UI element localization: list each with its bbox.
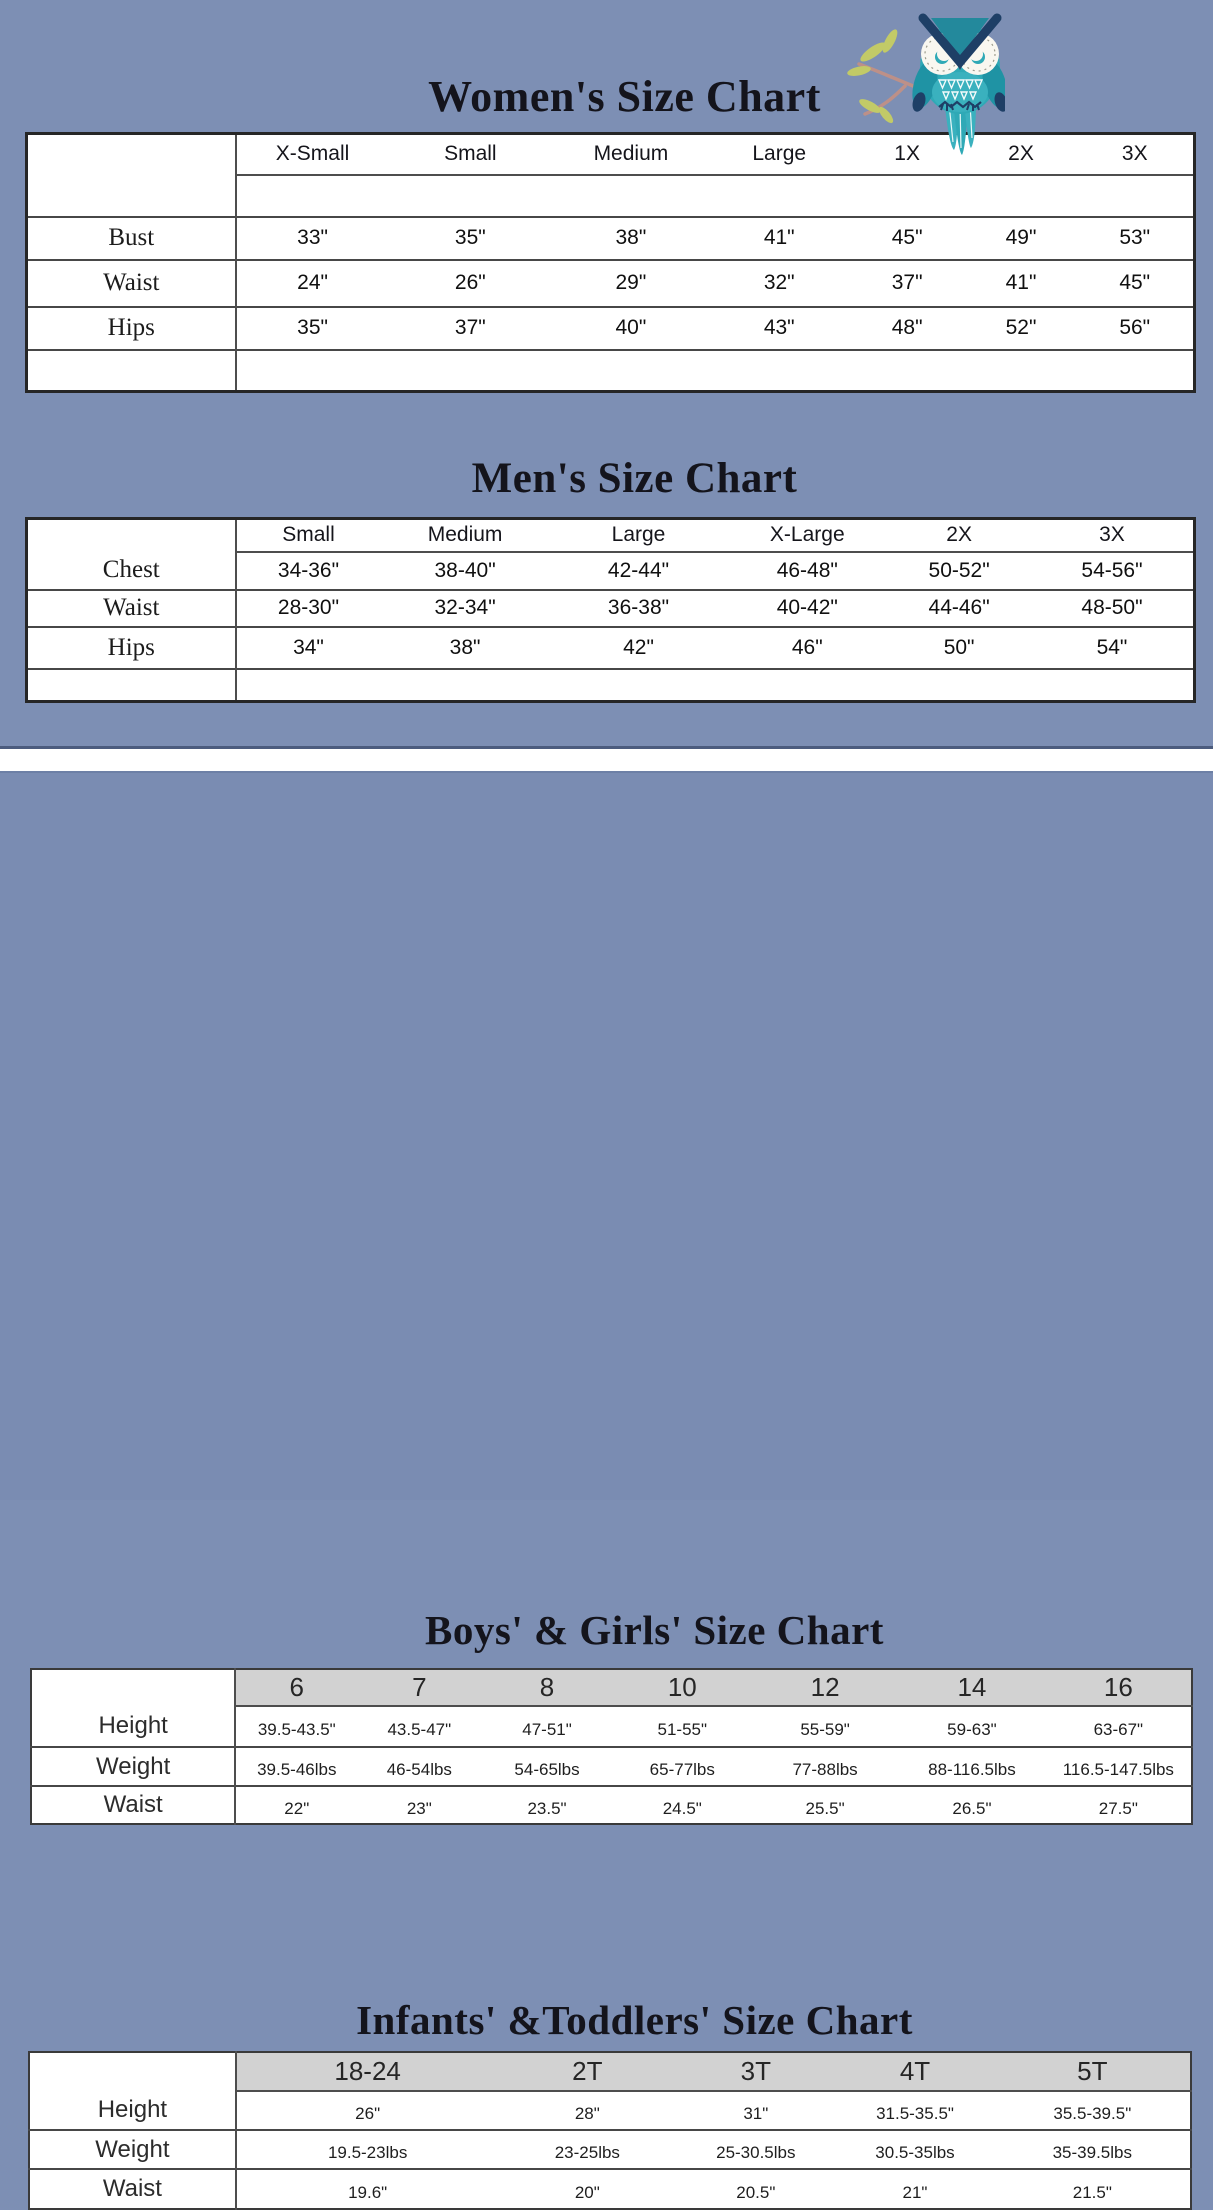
mens-row-label: Chest <box>27 552 236 590</box>
womens-cell: 35" <box>236 307 389 350</box>
mens-empty-label <box>27 669 236 702</box>
kids-cell: 39.5-43.5" <box>257 1720 336 1739</box>
infants-corner-cell <box>29 2052 236 2091</box>
infants-row-label: Height <box>29 2091 236 2130</box>
mens-col-header: X-Large <box>727 519 887 552</box>
infants-cell: 19.6" <box>236 2169 499 2209</box>
mens-cell: 32-34" <box>380 590 549 627</box>
mens-cell: 46-48" <box>776 558 838 582</box>
mens-cell: 36-38" <box>550 590 728 627</box>
womens-cell: 56" <box>1076 307 1194 350</box>
owl-chest <box>932 72 988 112</box>
mens-cell: 28-30" <box>236 590 381 627</box>
kids-cell: 59-63" <box>947 1720 997 1739</box>
infants-cell: 25-30.5lbs <box>676 2130 835 2169</box>
womens-col-header: 3X <box>1076 134 1194 175</box>
infants-table-row <box>29 2091 1191 2130</box>
mens-row-label: Hips <box>27 627 236 669</box>
infants-cell: 19.5-23lbs <box>236 2130 499 2169</box>
mens-col-header: Large <box>550 519 728 552</box>
kids-cell: 55-59" <box>800 1720 850 1739</box>
mens-cell: 40-42" <box>727 590 887 627</box>
kids-table-row <box>31 1706 1192 1747</box>
infants-table-row <box>29 2130 1191 2169</box>
kids-cell: 46-54lbs <box>357 1747 481 1786</box>
womens-cell: 53" <box>1076 217 1194 260</box>
mens-table-row <box>27 552 1195 590</box>
womens-row-label: Bust <box>27 217 236 260</box>
womens-col-header: 2X <box>966 134 1077 175</box>
adult-size-charts-section <box>0 0 1213 746</box>
womens-cell: 49" <box>966 217 1077 260</box>
womens-cell: 24" <box>236 260 389 307</box>
infants-cell: 23-25lbs <box>498 2130 676 2169</box>
infants-col-header: 5T <box>995 2052 1191 2091</box>
infants-cell: 30.5-35lbs <box>835 2130 994 2169</box>
infants-table-row <box>29 2169 1191 2209</box>
mens-cell: 46" <box>727 627 887 669</box>
womens-size-table <box>25 132 1196 393</box>
mens-col-header: 3X <box>1031 519 1195 552</box>
mens-cell: 34" <box>236 627 381 669</box>
kids-cell: 54-65lbs <box>481 1747 612 1786</box>
kids-col-header: 16 <box>1046 1669 1192 1706</box>
mens-cell: 38-40" <box>434 558 496 582</box>
womens-cell: 41" <box>966 260 1077 307</box>
kids-cell: 65-77lbs <box>613 1747 752 1786</box>
kids-col-header: 12 <box>752 1669 898 1706</box>
womens-cell: 33" <box>236 217 389 260</box>
womens-cell: 37" <box>849 260 966 307</box>
womens-cell: 52" <box>966 307 1077 350</box>
womens-cell: 43" <box>710 307 849 350</box>
mens-empty-cell <box>236 669 1195 702</box>
infants-cell: 20" <box>498 2169 676 2209</box>
mens-cell: 54" <box>1031 627 1195 669</box>
mens-col-header: Medium <box>380 519 549 552</box>
infants-row-label: Weight <box>29 2130 236 2169</box>
kids-cell: 27.5" <box>1046 1786 1192 1824</box>
kids-cell: 88-116.5lbs <box>898 1747 1045 1786</box>
kids-row-label: Waist <box>31 1786 235 1824</box>
mens-cell: 44-46" <box>887 590 1031 627</box>
womens-cell: 45" <box>849 217 966 260</box>
kids-cell: 24.5" <box>613 1786 752 1824</box>
infants-cell: 31" <box>743 2104 769 2123</box>
kids-size-table <box>30 1668 1193 1825</box>
infants-size-table <box>28 2051 1192 2210</box>
womens-table-row <box>27 260 1195 307</box>
infants-chart-title: Infants' &Toddlers' Size Chart <box>356 1997 913 2043</box>
womens-cell: 29" <box>552 260 710 307</box>
womens-chart-title: Women's Size Chart <box>428 72 821 121</box>
womens-corner-cell <box>27 134 236 175</box>
mens-size-table <box>25 517 1196 703</box>
infants-cell: 21.5" <box>995 2169 1191 2209</box>
kids-cell: 116.5-147.5lbs <box>1046 1747 1192 1786</box>
infants-cell: 35.5-39.5" <box>1053 2104 1132 2123</box>
womens-col-header: Medium <box>552 134 710 175</box>
kids-col-header: 8 <box>481 1669 612 1706</box>
womens-col-header: Small <box>389 134 553 175</box>
kids-cell: 23.5" <box>481 1786 612 1824</box>
infants-col-header: 3T <box>676 2052 835 2091</box>
womens-cell: 48" <box>849 307 966 350</box>
mens-cell: 38" <box>380 627 549 669</box>
infants-col-header: 2T <box>498 2052 676 2091</box>
mens-cell: 48-50" <box>1031 590 1195 627</box>
infants-col-header: 4T <box>835 2052 994 2091</box>
womens-spacer-cell <box>236 175 1195 217</box>
kids-cell: 25.5" <box>752 1786 898 1824</box>
mens-chart-title: Men's Size Chart <box>471 455 798 502</box>
kids-table-row <box>31 1747 1192 1786</box>
kids-table-row <box>31 1786 1192 1824</box>
kids-corner-cell <box>31 1669 235 1706</box>
kids-cell: 63-67" <box>1093 1720 1144 1739</box>
mens-cell: 50" <box>887 627 1031 669</box>
kids-col-header: 7 <box>357 1669 481 1706</box>
kids-cell: 47-51" <box>522 1720 572 1739</box>
mens-col-header: 2X <box>887 519 1031 552</box>
mens-cell: 42" <box>550 627 728 669</box>
infants-col-header: 18-24 <box>236 2052 499 2091</box>
mens-row-label: Waist <box>27 590 236 627</box>
kids-col-header: 6 <box>235 1669 357 1706</box>
womens-cell: 26" <box>389 260 553 307</box>
womens-empty-label <box>27 350 236 392</box>
kids-cell: 77-88lbs <box>752 1747 898 1786</box>
kids-row-label: Height <box>31 1706 235 1747</box>
infants-cell: 28" <box>574 2104 600 2123</box>
mens-cell: 50-52" <box>928 558 990 582</box>
kids-col-header: 14 <box>898 1669 1045 1706</box>
kids-cell: 39.5-46lbs <box>235 1747 357 1786</box>
womens-cell: 37" <box>389 307 553 350</box>
kids-cell: 51-55" <box>657 1720 708 1739</box>
kids-cell: 43.5-47" <box>387 1720 452 1739</box>
infants-row-label: Waist <box>29 2169 236 2209</box>
mens-cell: 54-56" <box>1081 558 1143 582</box>
womens-table-row <box>27 217 1195 260</box>
kids-size-charts-section <box>0 773 1213 2202</box>
owl-on-branch-icon <box>843 8 1005 156</box>
infants-cell: 31.5-35.5" <box>876 2104 954 2123</box>
mens-cell: 34-36" <box>277 558 340 582</box>
kids-cell: 26.5" <box>898 1786 1045 1824</box>
womens-row-label: Hips <box>27 307 236 350</box>
womens-cell: 32" <box>710 260 849 307</box>
womens-table-row <box>27 307 1195 350</box>
womens-col-header: X-Small <box>236 134 389 175</box>
infants-cell: 26" <box>355 2104 381 2123</box>
womens-cell: 45" <box>1076 260 1194 307</box>
womens-cell: 35" <box>389 217 553 260</box>
womens-col-header: 1X <box>849 134 966 175</box>
womens-cell: 41" <box>710 217 849 260</box>
infants-cell: 21" <box>835 2169 994 2209</box>
kids-col-header: 10 <box>613 1669 752 1706</box>
womens-row-label: Waist <box>27 260 236 307</box>
womens-empty-cell <box>236 350 1195 392</box>
infants-cell: 20.5" <box>676 2169 835 2209</box>
kids-chart-title: Boys' & Girls' Size Chart <box>425 1607 884 1653</box>
mens-corner-cell <box>27 519 236 552</box>
kids-cell: 22" <box>235 1786 357 1824</box>
womens-cell: 38" <box>552 217 710 260</box>
mens-cell: 42-44" <box>607 558 670 582</box>
mens-table-row <box>27 627 1195 669</box>
mens-table-row <box>27 590 1195 627</box>
womens-cell: 40" <box>552 307 710 350</box>
section-divider <box>0 746 1213 773</box>
womens-col-header: Large <box>710 134 849 175</box>
womens-spacer-label <box>27 175 236 217</box>
mens-col-header: Small <box>236 519 381 552</box>
infants-cell: 35-39.5lbs <box>995 2130 1191 2169</box>
kids-cell: 23" <box>357 1786 481 1824</box>
kids-row-label: Weight <box>31 1747 235 1786</box>
